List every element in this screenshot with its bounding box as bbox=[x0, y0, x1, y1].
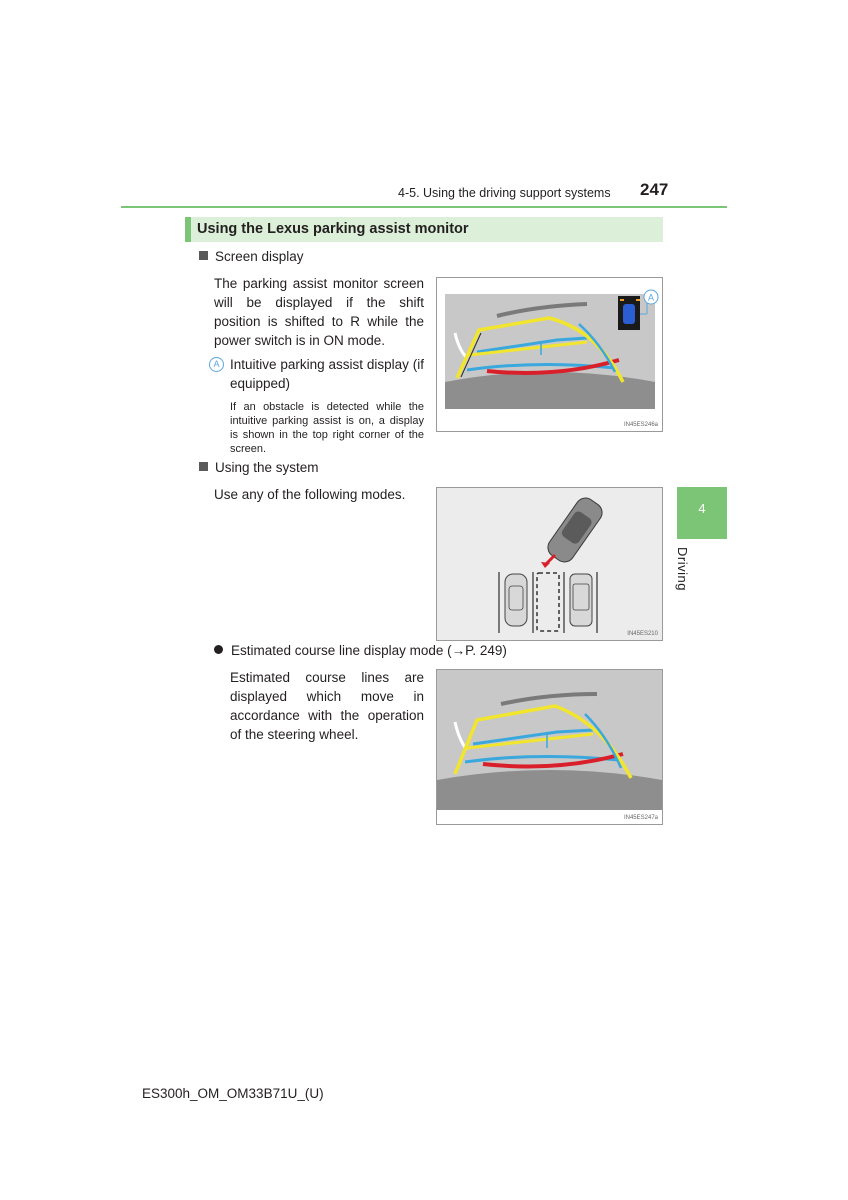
intuitive-assist-note: If an obstacle is detected while the intuitive parking assist is on, a display is shown in the top right corner of the screen. bbox=[230, 401, 424, 455]
callout-a-item bbox=[209, 355, 424, 393]
square-bullet-icon bbox=[199, 251, 208, 260]
using-system-heading bbox=[199, 460, 319, 475]
chapter-tab[interactable]: 4 bbox=[677, 487, 727, 539]
using-system-heading-text: Using the system bbox=[215, 460, 319, 475]
header-divider bbox=[121, 206, 727, 208]
screen-display-text: The parking assist monitor screen will be displayed if the shift position is shifted to R while the power switch is in ON mode. bbox=[214, 276, 424, 348]
callout-a-text: Intuitive parking assist display (if equipped) bbox=[230, 357, 424, 391]
page-number: 247 bbox=[640, 180, 669, 199]
square-bullet-icon bbox=[199, 462, 208, 471]
parking-illustration bbox=[437, 488, 662, 640]
document-code: ES300h_OM_OM33B71U_(U) bbox=[142, 1086, 324, 1101]
course-line-mode-label: Estimated course line display mode (→P. 249) bbox=[231, 643, 507, 658]
chapter-tab-label: Driving bbox=[675, 547, 690, 591]
monitor-screen-illustration bbox=[437, 278, 662, 431]
section-title: Using the Lexus parking assist monitor bbox=[185, 217, 663, 242]
svg-text:A: A bbox=[647, 292, 655, 303]
course-line-mode-text: Estimated course lines are displayed which move in accordance with the operation of the steering wheel. bbox=[230, 670, 424, 742]
course-line-mode-item bbox=[214, 643, 507, 658]
monitor-screen-figure bbox=[436, 277, 663, 432]
screen-display-heading-text: Screen display bbox=[215, 249, 304, 264]
screen-display-heading bbox=[199, 249, 304, 264]
using-system-text: Use any of the following modes. bbox=[214, 487, 406, 502]
running-header-section: 4-5. Using the driving support systems bbox=[398, 186, 611, 200]
callout-a-icon: A bbox=[209, 357, 224, 372]
round-bullet-icon bbox=[214, 645, 223, 654]
parking-illustration-figure bbox=[436, 487, 663, 641]
figure-code: IN45ES210 bbox=[627, 631, 658, 637]
figure-code: IN45ES247a bbox=[623, 815, 658, 821]
figure-code: IN45ES246a bbox=[623, 422, 658, 428]
course-line-figure bbox=[436, 669, 663, 825]
course-line-illustration bbox=[437, 670, 662, 824]
